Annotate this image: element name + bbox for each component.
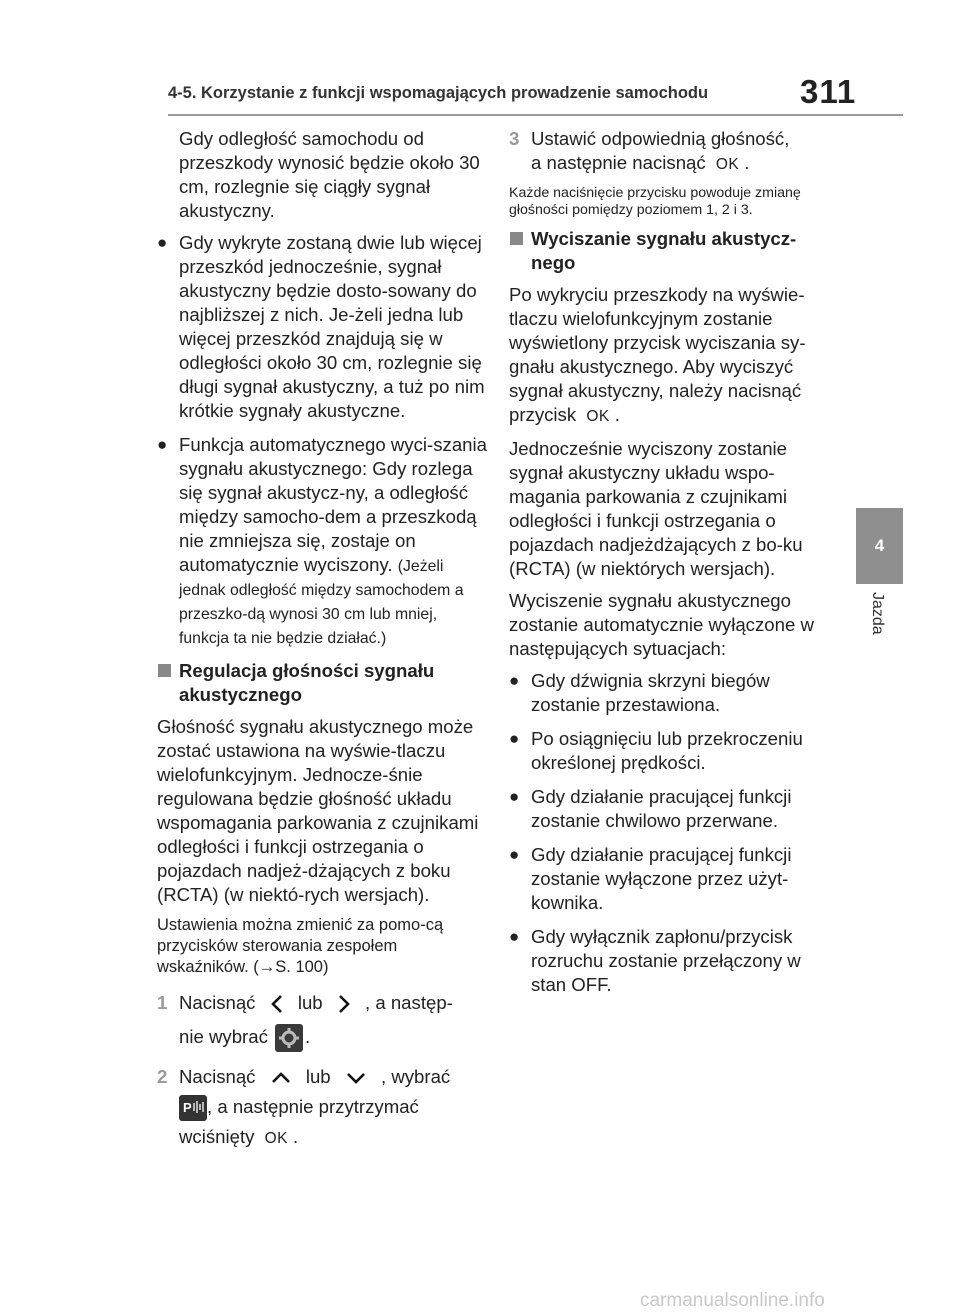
- mute-paragraph-text: Po wykryciu przeszkody na wyświe-tlaczu wielofunkcyjnym zostanie wyświetlony przycisk wyciszania sy-gnału akustycznego. Aby wyciszyć sygnał akustyczny, należy nacisnąć: [509, 284, 806, 401]
- bullet-auto-mute: [157, 433, 489, 649]
- step-2: [157, 1062, 489, 1154]
- step-1-or: lub: [297, 992, 323, 1013]
- step-3-end: .: [744, 152, 750, 173]
- step-2-number: 2: [157, 1066, 168, 1087]
- step-2-end: .: [293, 1126, 299, 1147]
- step-2-then: , wybrać: [381, 1066, 451, 1087]
- step-3-text: Ustawić odpowiednią głośność,: [531, 128, 790, 149]
- chapter-tab: 4: [856, 508, 903, 584]
- auto-mute-exception: (Jeżeli jednak odległość między samochodem a przeszko-dą wynosi 30 cm lub mniej, funkcja ta nie będzie działać.): [179, 558, 464, 647]
- ok-button-icon: OK: [715, 156, 740, 173]
- unmute-condition: ● Gdy działanie pracującej funkcji zostanie chwilowo przerwane.: [509, 785, 837, 833]
- chevron-up-icon: [271, 1072, 291, 1084]
- step-1-end: .: [305, 1026, 311, 1047]
- header-divider: [168, 114, 903, 116]
- unmute-condition: ● Gdy dźwignia skrzyni biegów zostanie przestawiona.: [509, 669, 837, 717]
- settings-gear-icon: [275, 1024, 303, 1052]
- step-2-press: Nacisnąć: [179, 1066, 256, 1087]
- left-column: [157, 127, 489, 1162]
- ok-button-icon: OK: [264, 1130, 289, 1147]
- step-1-then: , a następ-: [365, 992, 453, 1013]
- chevron-right-icon: [338, 994, 350, 1014]
- section-heading-mute: Wyciszanie sygnału akustycz-nego: [509, 227, 837, 275]
- step-1-select: nie wybrać: [179, 1026, 268, 1047]
- simultaneous-mute-paragraph: Jednocześnie wyciszony zostanie sygnał akustyczny układu wspo-magania parkowania z czujnikami odległości i funkcji ostrzegania o pojazdach nadjeżdżających z bo-ku (RCTA) (w niektórych wersjach).: [509, 438, 803, 579]
- volume-level-note: Każde naciśnięcie przycisku powoduje zmianę głośności pomiędzy poziomem 1, 2 i 3.: [509, 185, 801, 218]
- bullet-multiple-obstacles: ● Gdy wykryte zostaną dwie lub więcej przeszkód jednocześnie, sygnał akustyczny będzie dosto-sowany do najbliższej z nich. Je-żeli jedna lub więcej przeszkód znajdują się w odległości około 30 cm, rozlegnie się długi sygnał akustyczny, a tuż po nim krótkie sygnały akustyczne.: [157, 231, 489, 423]
- section-heading-volume: Regulacja głośności sygnału akustycznego: [157, 659, 489, 707]
- step-3-line2: a następnie nacisnąć: [531, 152, 706, 173]
- auto-mute-text: Funkcja automatycznego wyci-szania sygnału akustycznego: Gdy rozlega się sygnał akustycz-ny, a odległość między samocho-dem a przeszkodą nie zmniejsza się, zostaje on automatycznie wyciszony.: [179, 434, 487, 575]
- mute-paragraph-button: przycisk: [509, 404, 577, 425]
- right-column: [509, 127, 837, 1007]
- step-3: [509, 127, 837, 177]
- parking-sensor-icon: [179, 1095, 207, 1121]
- step-2-then-hold: , a następnie przytrzymać: [207, 1096, 419, 1117]
- chevron-left-icon: [271, 994, 283, 1014]
- volume-paragraph: Głośność sygnału akustycznego może zostać ustawiona na wyświe-tlaczu wielofunkcyjnym. Jednocze-śnie regulowana będzie głośność układu wspomagania parkowania z czujnikami odległości i funkcji ostrzegania o pojazdach nadjeż-dżających z boku (RCTA) (w niektó-rych wersjach).: [157, 716, 479, 905]
- mute-paragraph-end: .: [614, 404, 620, 425]
- step-1-number: 1: [157, 992, 168, 1013]
- step-1-press: Nacisnąć: [179, 992, 256, 1013]
- mute-paragraph: [509, 283, 837, 429]
- intro-paragraph: Gdy odległość samochodu od przeszkody wynosić będzie około 30 cm, rozlegnie się ciągły sygnał akustyczny.: [179, 128, 480, 221]
- step-1: [157, 986, 489, 1054]
- svg-text:P: P: [183, 1100, 192, 1116]
- watermark: carmanualsonline.info: [640, 1290, 825, 1311]
- unmute-condition: ● Po osiągnięciu lub przekroczeniu określonej prędkości.: [509, 727, 837, 775]
- page-number: 311: [800, 73, 857, 110]
- settings-paragraph: Ustawienia można zmienić za pomo-cą przycisków sterowania zespołem wskaźników. (→S. 100): [157, 916, 444, 976]
- step-3-number: 3: [509, 128, 520, 149]
- step-2-or: lub: [305, 1066, 331, 1087]
- unmute-condition: ● Gdy działanie pracującej funkcji zostanie wyłączone przez użyt-kownika.: [509, 843, 837, 915]
- auto-unmute-paragraph: Wyciszenie sygnału akustycznego zostanie automatycznie wyłączone w następujących sytuacjach:: [509, 590, 814, 659]
- chevron-down-icon: [346, 1072, 366, 1084]
- ok-button-icon: OK: [586, 408, 610, 425]
- chapter-label: Jazda: [869, 592, 886, 635]
- unmute-condition: ● Gdy wyłącznik zapłonu/przycisk rozruchu zostanie przełączony w stan OFF.: [509, 925, 837, 997]
- step-2-pressed: wciśnięty: [179, 1126, 255, 1147]
- header-title: 4-5. Korzystanie z funkcji wspomagających prowadzenie samochodu: [168, 84, 709, 102]
